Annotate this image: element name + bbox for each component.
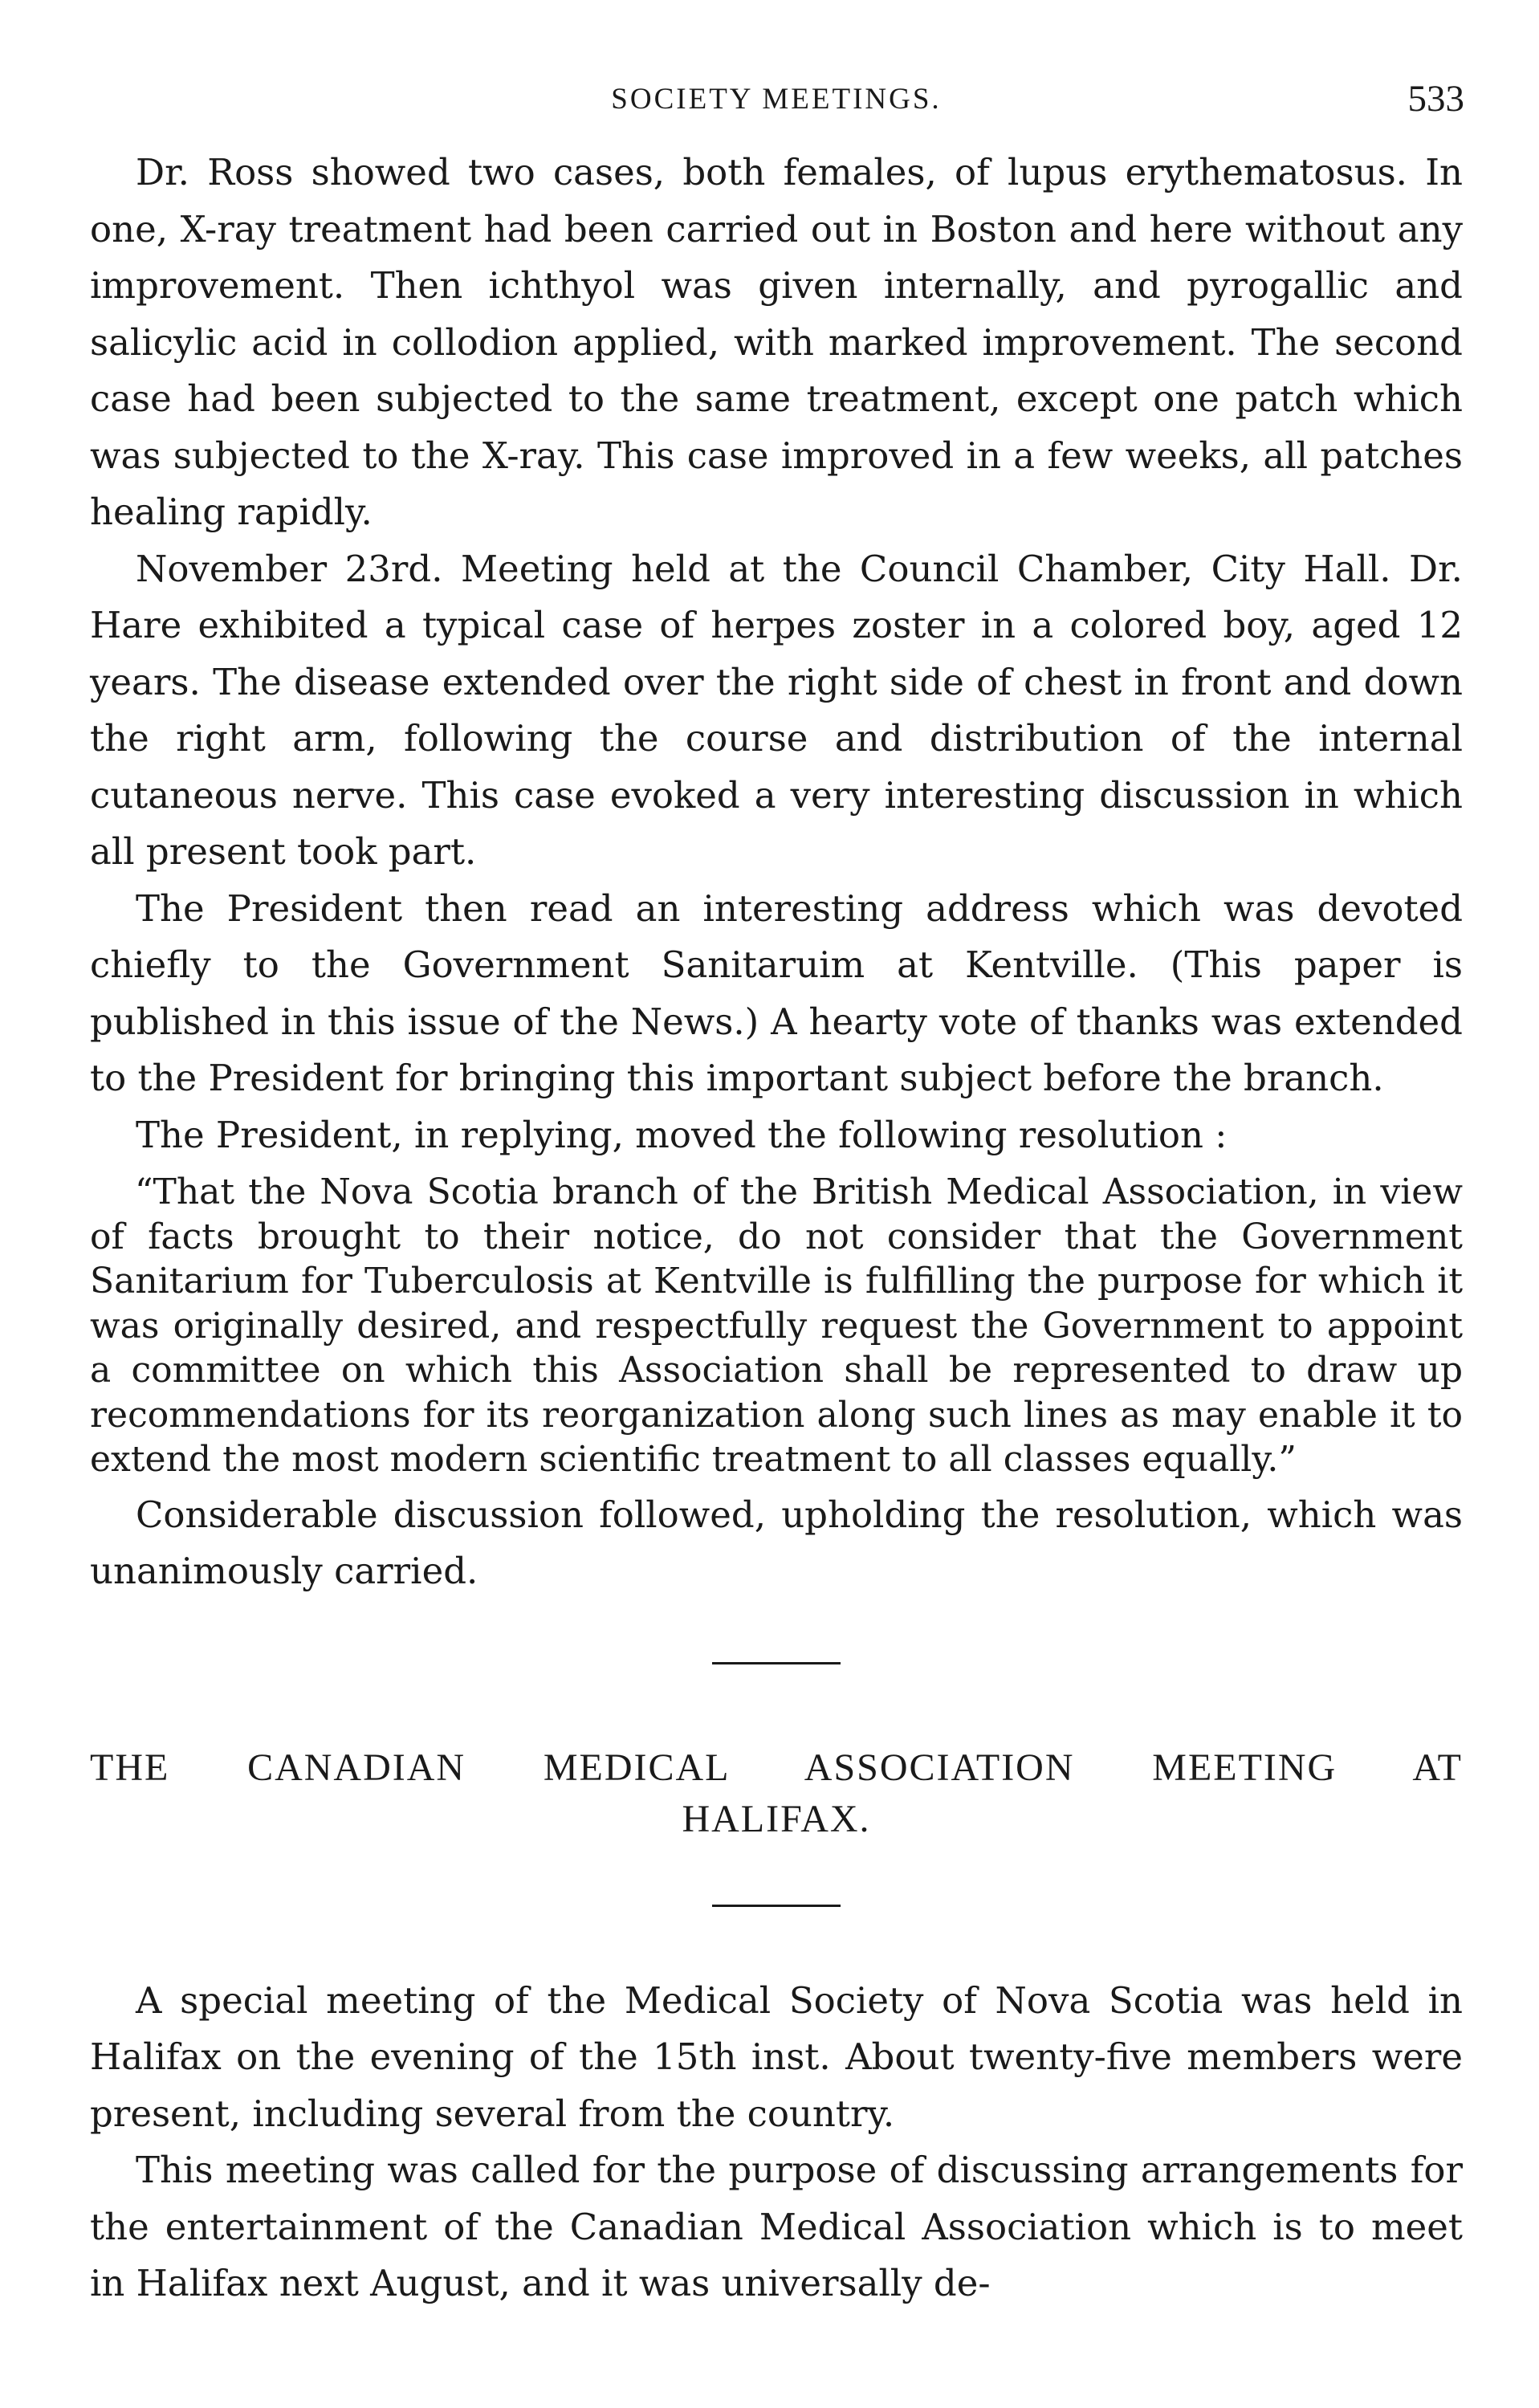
paragraph-special-meeting: A special meeting of the Medical Society of Nova Scotia was held in Halifax on the evening of the 15th inst. About twenty-five members were present, including several from the country. — [90, 1978, 1463, 2135]
paragraph-november-meeting: November 23rd. Meeting held at the Council Chamber, City Hall. Dr. Hare exhibited a typical case of herpes zoster in a colored boy, aged 12 years. The disease extended over the right side of chest in front and down the right arm, following the course and distribution of the internal cutaneous nerve. This case evoked a very interesting discussion in which all present took part. — [90, 547, 1463, 873]
section-divider-bottom — [712, 1905, 841, 1907]
paragraph-resolution-intro: The President, in replying, moved the following resolution : — [136, 1113, 1228, 1156]
journal-page — [90, 0, 1463, 2312]
section-heading-line1: THE CANADIAN MEDICAL ASSOCIATION MEETING AT — [90, 1746, 1463, 1789]
paragraph-discussion: Considerable discussion followed, upholding the resolution, which was unanimously carried. — [90, 1493, 1463, 1592]
running-title: SOCIETY MEETINGS. — [611, 83, 942, 116]
society-meetings-body — [90, 145, 1463, 1600]
cma-meeting-body — [90, 1973, 1463, 2312]
section-divider-top — [712, 1662, 841, 1664]
paragraph-lupus-cases: Dr. Ross showed two cases, both females, of lupus erythematosus. In one, X-ray treatment had been carried out in Boston and here without any improvement. Then ichthyol was given internally, and pyrogallic and salicylic acid in collodion applied, with marked improvement. The second case had been subjected to the same treatment, except one patch which was subjected to the X-ray. This case improved in a few weeks, all patches healing rapidly. — [90, 151, 1463, 533]
resolution-quote: “That the Nova Scotia branch of the British Medical Association, in view of facts brought to their notice, do not consider that the Government Sanitarium for Tuberculosis at Kentville is fulfilling the purpose for which it was originally desired, and respectfully request the Government to appoint a committee on which this Association shall be represented to draw up recommendations for its reorganization along such lines as may enable it to extend the most modern scientific treatment to all classes equally.” — [90, 1171, 1463, 1480]
paragraph-president-address: The President then read an interesting address which was devoted chiefly to the Government Sanitaruim at Kentville. (This paper is published in this issue of the News.) A hearty vote of thanks was extended to the President for bringing this important subject before the branch. — [90, 886, 1463, 1099]
paragraph-meeting-purpose: This meeting was called for the purpose of discussing arrangements for the entertainment of the Canadian Medical Association which is to meet in Halifax next August, and it was universally de- — [90, 2149, 1463, 2304]
section-heading-line2: HALIFAX. — [682, 1797, 871, 1840]
running-head — [90, 0, 1463, 145]
section-heading — [90, 1742, 1463, 1845]
page-number: 533 — [1407, 78, 1464, 120]
